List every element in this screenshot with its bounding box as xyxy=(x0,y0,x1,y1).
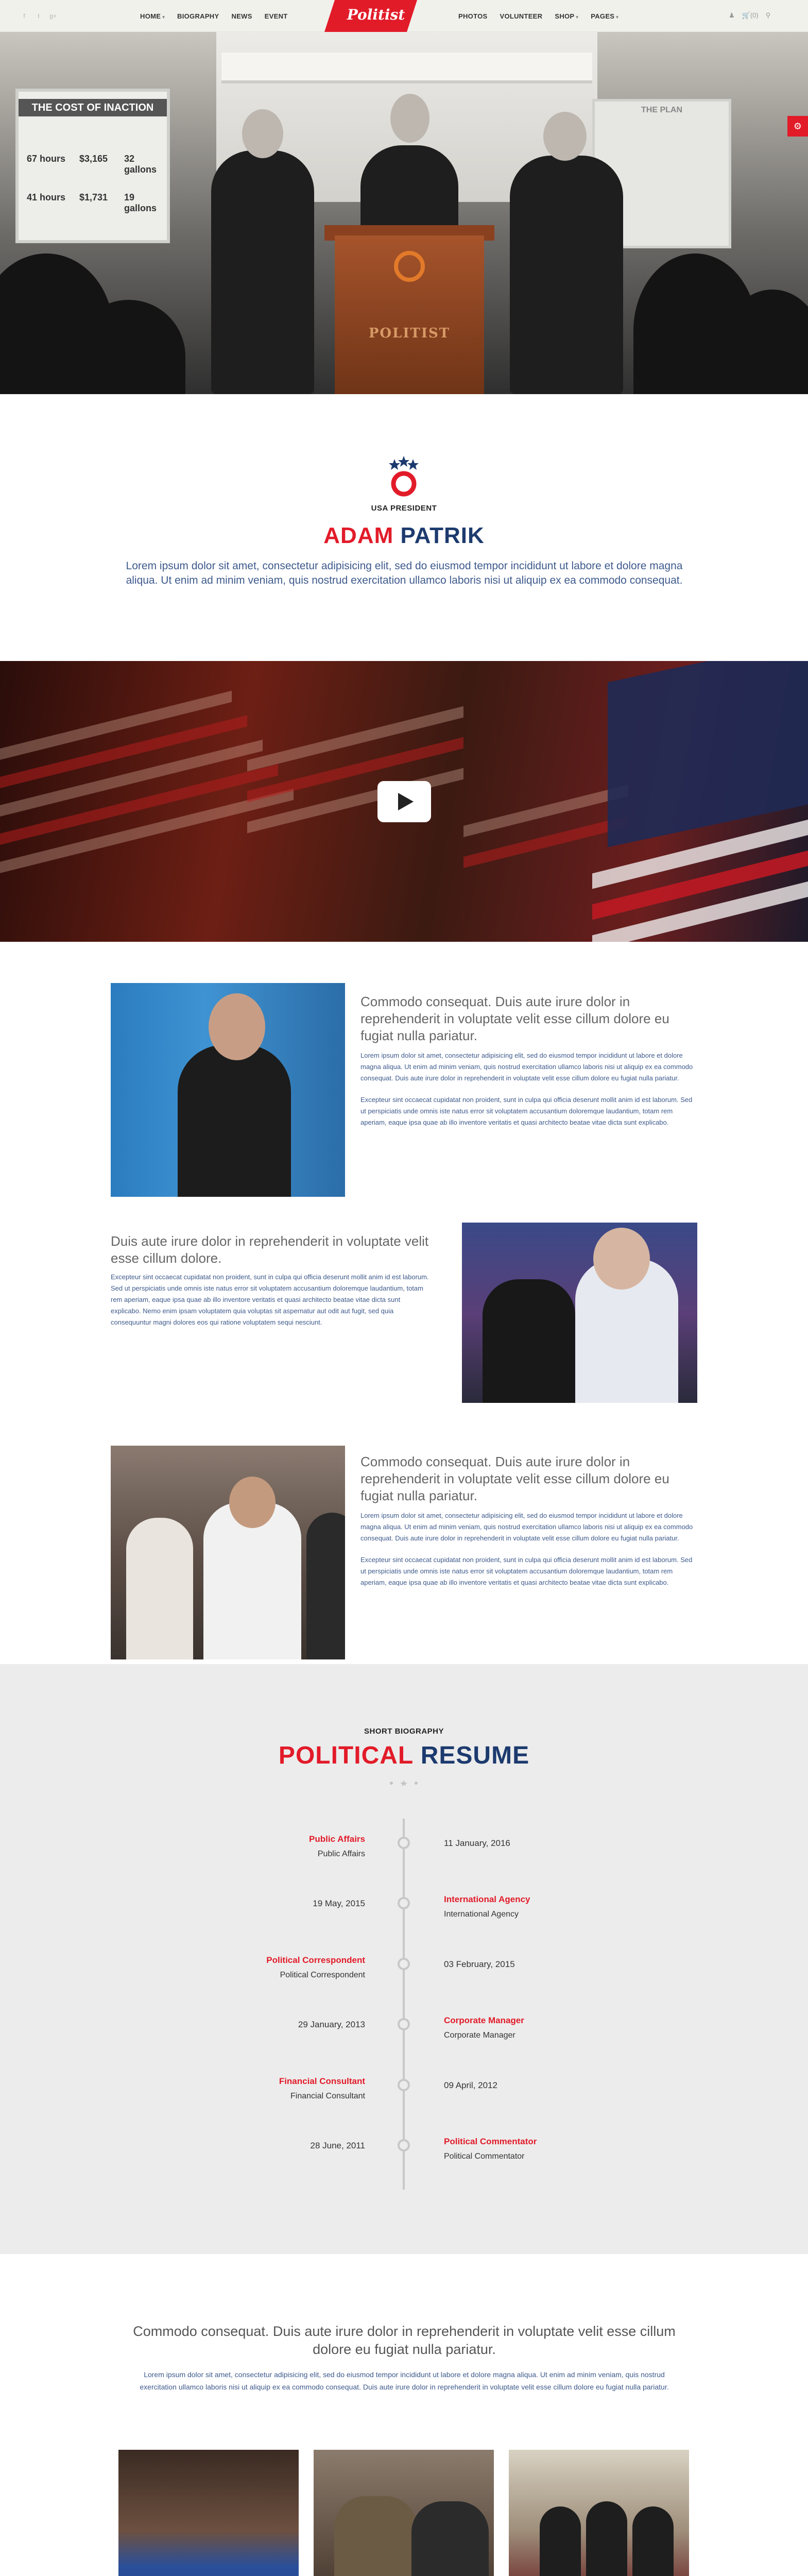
user-icon[interactable]: ♟ xyxy=(729,11,735,19)
timeline-org: International Agency xyxy=(444,1910,519,1919)
intro-role: USA PRESIDENT xyxy=(371,504,437,513)
site-logo[interactable] xyxy=(324,0,427,32)
timeline-date-wrap xyxy=(311,2141,366,2151)
cart-count: (0) xyxy=(750,11,759,19)
timeline-date-wrap xyxy=(313,1899,365,1909)
sign-stat: $1,731 xyxy=(79,192,108,202)
photo-figure-head xyxy=(209,993,265,1060)
timeline-role: Political Correspondent xyxy=(266,1955,365,1965)
feature-paragraph: Lorem ipsum dolor sit amet, consectetur adipisicing elit, sed do eiusmod tempor incididunt ut labore et dolore magna aliqua. Ut enim ad minim veniam, quis nostrud exercitation ullamco laboris nisi ut aliquip ex ea commodo consequat. Duis aute irure dolor in reprehenderit in voluptate velit esse cillum dolore eu fugiat nulla pariatur. xyxy=(360,1052,693,1082)
feature-photo xyxy=(111,983,345,1197)
gallery-photo[interactable] xyxy=(509,2450,689,2576)
facebook-icon[interactable]: f xyxy=(23,12,25,20)
timeline-dot xyxy=(398,2139,410,2151)
hero-figure xyxy=(510,156,623,394)
settings-gear-icon[interactable]: ⚙ xyxy=(787,116,808,137)
podium-logo-icon xyxy=(394,251,425,282)
gallery-section xyxy=(0,2254,808,2576)
hero-banner xyxy=(0,32,808,394)
photo-figure xyxy=(632,2506,674,2576)
photo-figure-head xyxy=(229,1477,276,1528)
star-divider-icon xyxy=(387,1780,420,1786)
photo-background xyxy=(118,2450,299,2576)
timeline-role: Public Affairs xyxy=(309,1834,365,1844)
nav-event-label: EVENT xyxy=(264,12,288,20)
timeline-org: Financial Consultant xyxy=(290,2092,365,2100)
timeline-entry xyxy=(444,2015,524,2040)
nav-event[interactable] xyxy=(265,12,288,20)
gallery-body: Lorem ipsum dolor sit amet, consectetur adipisicing elit, sed do eiusmod tempor incididunt ut labore et dolore magna aliqua. Ut enim ad minim veniam, quis nostrud exercitation ullamco laboris nisi ut aliquip ex ea commodo consequat. Duis aute irure dolor in reprehenderit in voluptate velit esse cillum dolore eu fugiat nulla pariatur. xyxy=(140,2370,669,2391)
chevron-down-icon: ▾ xyxy=(576,14,579,20)
resume-section xyxy=(0,1664,808,2254)
timeline-dot xyxy=(398,2079,410,2091)
nav-pages[interactable] xyxy=(591,12,618,20)
timeline-org: Political Commentator xyxy=(444,2152,525,2161)
intro-last-name: PATRIK xyxy=(400,523,485,548)
photo-figure-head xyxy=(593,1228,650,1290)
timeline-role: International Agency xyxy=(444,1894,530,1904)
nav-biography-label: BIOGRAPHY xyxy=(177,12,219,20)
timeline-entry xyxy=(279,2076,365,2101)
photo-figure xyxy=(334,2496,417,2576)
photo-figure xyxy=(483,1279,575,1403)
timeline-date-wrap xyxy=(444,1838,510,1849)
timeline-date: 19 May, 2015 xyxy=(313,1899,365,1908)
nav-home-label: HOME xyxy=(140,12,161,20)
hero-mantel xyxy=(221,53,592,83)
flag-stripe xyxy=(247,737,463,803)
timeline-org: Public Affairs xyxy=(317,1850,365,1858)
president-emblem-icon xyxy=(383,456,424,497)
timeline-date: 03 February, 2015 xyxy=(444,1959,515,1969)
sign-left-title: THE COST OF INACTION xyxy=(19,99,167,116)
header-tools xyxy=(729,11,770,20)
video-section xyxy=(0,661,808,942)
feature-paragraph: Excepteur sint occaecat cupidatat non proident, sunt in culpa qui officia deserunt mollit anim id est laborum. Sed ut perspiciatis unde omnis iste natus error sit voluptatem accusantium doloremque laudantium, totam rem aperiam, eaque ipsa quae ab illo inventore veritatis et quasi architecto beatae vitae dicta sunt explicabo. xyxy=(360,1096,693,1126)
timeline-entry xyxy=(444,2137,537,2161)
nav-home[interactable] xyxy=(140,12,165,20)
photo-figure xyxy=(178,1045,291,1197)
sign-right-title: THE PLAN xyxy=(641,106,682,114)
timeline-date: 09 April, 2012 xyxy=(444,2080,497,2090)
feature-heading: Duis aute irure dolor in reprehenderit in voluptate velit esse cillum dolore. xyxy=(111,1233,429,1266)
podium-text: POLITIST xyxy=(368,326,451,341)
feature-paragraph: Excepteur sint occaecat cupidatat non proident, sunt in culpa qui officia deserunt mollit anim id est laborum. Sed ut perspiciatis unde omnis iste natus error sit voluptatem accusantium doloremque laudantium, totam rem aperiam, eaque ipsa quae ab illo inventore veritatis et quasi architecto beatae vitae dicta sunt explicabo. Nemo enim ipsam voluptatem quia voluptas sit aspernatur aut odit aut fugit, sed quia consequuntur magni dolores eos qui ratione voluptatem sequi nesciunt. xyxy=(111,1273,429,1326)
timeline-dot xyxy=(398,2018,410,2030)
timeline-role: Corporate Manager xyxy=(444,2015,524,2025)
feature-paragraph: Excepteur sint occaecat cupidatat non proident, sunt in culpa qui officia deserunt mollit anim id est laborum. Sed ut perspiciatis unde omnis iste natus error sit voluptatem accusantium doloremque laudantium, totam rem aperiam, eaque ipsa quae ab illo inventore veritatis et quasi architecto beatae vitae dicta sunt explicabo. xyxy=(360,1556,693,1586)
play-button[interactable] xyxy=(377,781,431,822)
features-section xyxy=(0,942,808,1664)
timeline-entry xyxy=(266,1955,365,1980)
timeline-date-wrap xyxy=(444,1959,515,1970)
feature-photo xyxy=(462,1223,697,1403)
intro-lead: Lorem ipsum dolor sit amet, consectetur adipisicing elit, sed do eiusmod tempor incididunt ut labore et dolore magna aliqua. Ut enim ad minim veniam, quis nostrud exercitation ullamco laboris nisi ut aliquip ex ea commodo consequat. xyxy=(126,560,683,586)
nav-biography[interactable] xyxy=(177,12,219,20)
flag-stars xyxy=(608,661,808,847)
feature-body xyxy=(111,1272,430,1338)
gallery-photo[interactable] xyxy=(118,2450,299,2576)
timeline-role: Financial Consultant xyxy=(279,2076,365,2086)
hero-figure xyxy=(211,150,314,394)
photo-figure xyxy=(126,1518,193,1659)
chevron-down-icon: ▾ xyxy=(616,14,619,20)
timeline-dot xyxy=(398,1958,410,1970)
sign-stat: 32 gallons xyxy=(124,154,157,175)
gallery-heading: Commodo consequat. Duis aute irure dolor in reprehenderit in voluptate velit esse cillum dolore eu fugiat nulla pariatur. xyxy=(133,2324,676,2357)
nav-volunteer[interactable] xyxy=(500,12,542,20)
timeline-date-wrap xyxy=(444,2080,497,2091)
nav-shop-label: SHOP xyxy=(555,12,575,20)
nav-photos-label: PHOTOS xyxy=(458,12,488,20)
timeline-date: 28 June, 2011 xyxy=(310,2141,365,2150)
hero-figure-head xyxy=(543,112,587,161)
social-links xyxy=(21,12,57,20)
timeline-org: Corporate Manager xyxy=(444,2031,515,2040)
intro-name xyxy=(0,523,808,549)
nav-right xyxy=(458,0,618,32)
nav-volunteer-label: VOLUNTEER xyxy=(500,12,543,20)
resume-title xyxy=(0,1741,808,1770)
intro-section xyxy=(0,394,808,661)
photo-figure xyxy=(306,1513,345,1659)
cart-icon[interactable]: 🛒(0) xyxy=(742,11,759,19)
nav-left xyxy=(140,0,288,32)
photo-figure xyxy=(540,2506,581,2576)
search-icon[interactable]: ⚲ xyxy=(765,11,771,19)
nav-news-label: NEWS xyxy=(231,12,252,20)
timeline-entry xyxy=(444,1894,530,1919)
nav-news[interactable] xyxy=(231,12,252,20)
feature-paragraph: Lorem ipsum dolor sit amet, consectetur adipisicing elit, sed do eiusmod tempor incididunt ut labore et dolore magna aliqua. Ut enim ad minim veniam, quis nostrud exercitation ullamco laboris nisi ut aliquip ex ea commodo consequat. Duis aute irure dolor in reprehenderit in voluptate velit esse cillum dolore eu fugiat nulla pariatur. xyxy=(360,1512,693,1542)
hero-figure-head xyxy=(390,94,429,143)
photo-figure xyxy=(411,2501,489,2576)
nav-photos[interactable] xyxy=(458,12,487,20)
sign-stat: 67 hours xyxy=(27,154,66,164)
timeline-date: 11 January, 2016 xyxy=(444,1838,510,1848)
timeline-date-wrap xyxy=(298,2020,365,2030)
chevron-down-icon: ▾ xyxy=(162,14,165,20)
resume-title-red: POLITICAL xyxy=(278,1742,414,1769)
flag-stripe xyxy=(247,706,463,772)
feature-heading: Commodo consequat. Duis aute irure dolor in reprehenderit in voluptate velit esse cillum dolore eu fugiat nulla pariatur. xyxy=(360,994,669,1043)
timeline-date: 29 January, 2013 xyxy=(298,2020,365,2029)
feature-photo xyxy=(111,1446,345,1659)
hero-figure-head xyxy=(242,109,283,158)
gallery-photo[interactable] xyxy=(314,2450,494,2576)
timeline-role: Political Commentator xyxy=(444,2137,537,2146)
sign-stat: 41 hours xyxy=(27,192,66,202)
intro-first-name: ADAM xyxy=(323,523,394,548)
feature-heading: Commodo consequat. Duis aute irure dolor in reprehenderit in voluptate velit esse cillum dolore eu fugiat nulla pariatur. xyxy=(360,1454,669,1503)
sign-stat: $3,165 xyxy=(79,154,108,164)
feature-body xyxy=(360,1510,698,1599)
google-plus-icon[interactable]: g+ xyxy=(49,12,57,20)
timeline-org: Political Correspondent xyxy=(280,1971,365,1979)
timeline-line xyxy=(403,1819,405,2190)
resume-title-navy: RESUME xyxy=(420,1742,530,1769)
sign-stat: 19 gallons xyxy=(124,192,157,213)
twitter-icon[interactable]: t xyxy=(38,12,40,20)
site-header xyxy=(0,0,808,32)
timeline-entry xyxy=(309,1834,365,1859)
photo-figure xyxy=(586,2501,627,2576)
nav-pages-label: PAGES xyxy=(591,12,615,20)
timeline-dot xyxy=(398,1837,410,1849)
feature-body xyxy=(360,1050,698,1139)
logo-text: Politist xyxy=(347,6,405,23)
nav-shop[interactable] xyxy=(555,12,578,20)
timeline-dot xyxy=(398,1897,410,1909)
hero-sign-left xyxy=(15,89,170,243)
resume-kicker: SHORT BIOGRAPHY xyxy=(364,1727,444,1736)
